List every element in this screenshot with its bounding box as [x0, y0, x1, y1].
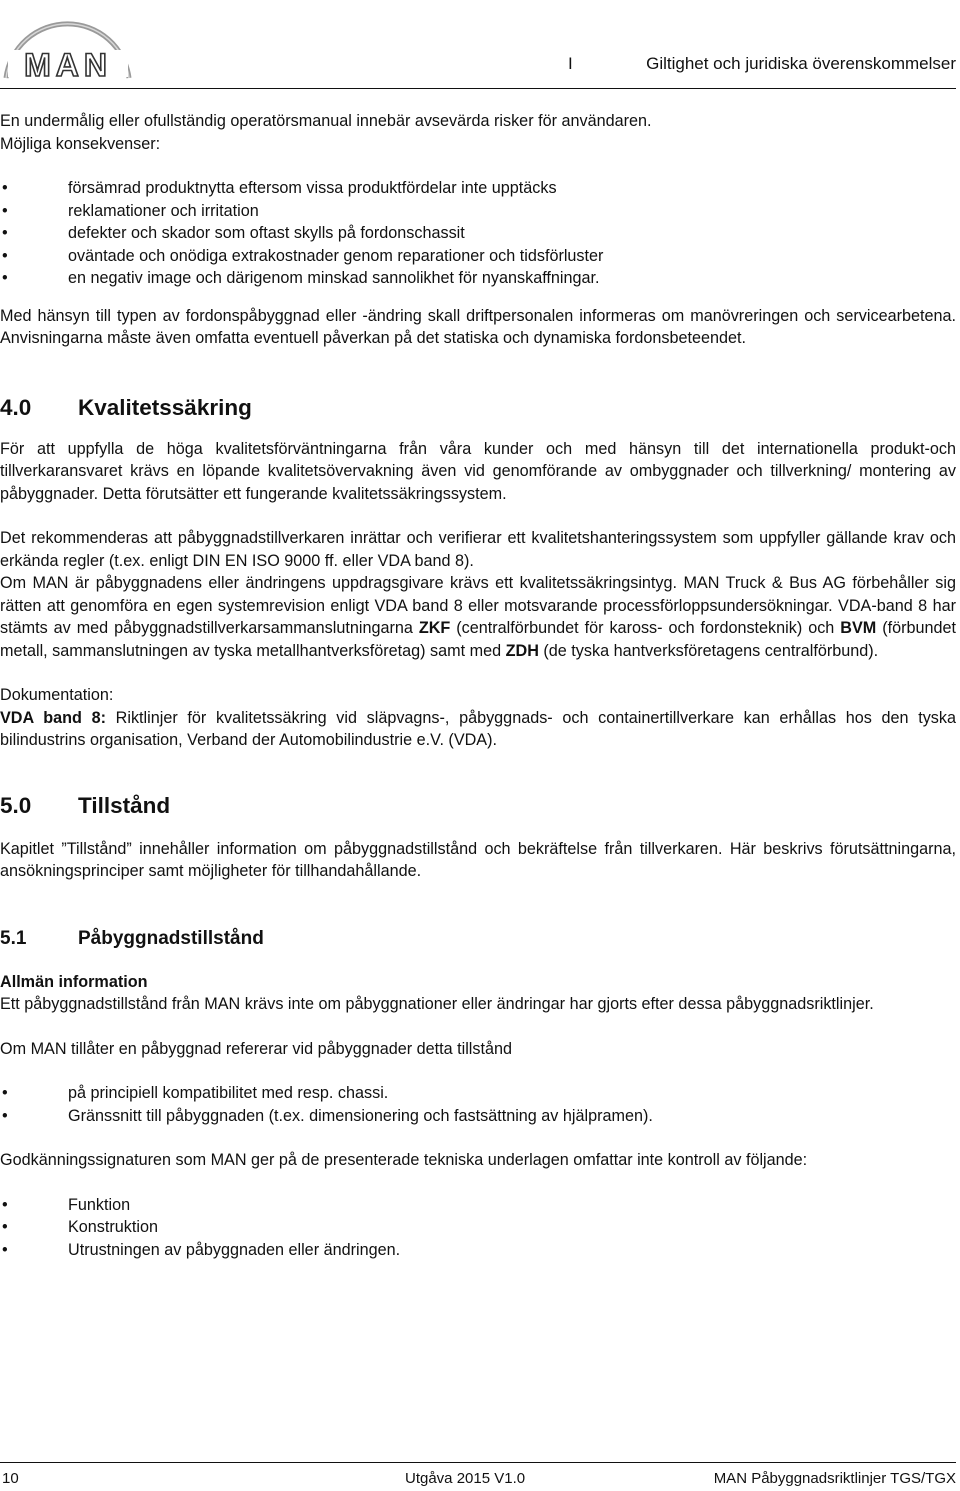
- approval-list: [0, 1082, 956, 1127]
- intro-paragraph: Med hänsyn till typen av fordonspåbyggnad eller -ändring skall driftpersonalen informeras om manövreringen och servicearbetena. Anvisningarna måste även omfatta eventuell påverkan på det statiska och dynamiska fordonsbeteendet.: [0, 306, 956, 347]
- section-4-heading: [0, 394, 956, 422]
- list-item: • Funktion: [0, 1194, 956, 1217]
- permission-paragraph: Kapitlet ”Tillstånd” innehåller information om påbyggnadstillstånd och bekräftelse från tillverkaren. Här beskrivs förutsättningarna, ansökningsprinciper samt möjligheter för tillhandahållande.: [0, 839, 956, 880]
- list-item: • defekter och skador som oftast skylls på fordonschassit: [0, 222, 956, 245]
- signature-paragraph: Godkänningssignaturen som MAN ger på de presenterade tekniska underlagen omfattar inte kontroll av följande:: [0, 1151, 808, 1169]
- section-number: 4.0: [0, 394, 32, 420]
- header-title: Giltighet och juridiska överenskommelser: [646, 54, 956, 73]
- intro-line-1: En undermålig eller ofullständig operatörsmanual innebär avsevärda risker för användaren.: [0, 112, 652, 130]
- intro-line-2: Möjliga konsekvenser:: [0, 134, 161, 153]
- document-title: MAN Påbyggnadsriktlinjer TGS/TGX: [713, 1470, 956, 1487]
- list-item: • en negativ image och därigenom minskad sannolikhet för nyanskaffningar.: [0, 267, 956, 290]
- bvm-term: BVM: [840, 619, 877, 637]
- logo-text: MAN: [24, 47, 112, 83]
- consequences-list: [0, 177, 956, 290]
- list-item: • reklamationer och irritation: [0, 200, 956, 223]
- list-item: • Utrustningen av påbyggnaden eller ändringen.: [0, 1239, 956, 1262]
- general-info-paragraph: Ett påbyggnadstillstånd från MAN krävs inte om påbyggnationer eller ändringar har gjorts efter dessa påbyggnadsriktlinjer.: [0, 995, 874, 1013]
- header-rule: [0, 88, 956, 89]
- list-item: • oväntade och onödiga extrakostnader genom reparationer och tidsförluster: [0, 245, 956, 268]
- header-separator: I: [568, 54, 573, 73]
- footer-rule: [0, 1462, 956, 1463]
- page-content: [0, 110, 956, 1261]
- man-logo: [0, 0, 135, 84]
- page-number: 10: [2, 1470, 19, 1487]
- vda-label: VDA band 8:: [0, 708, 106, 727]
- section-5-heading: [0, 792, 956, 820]
- list-item: • försämrad produktnytta eftersom vissa produktfördelar inte upptäcks: [0, 177, 956, 200]
- zkf-term: ZKF: [418, 619, 451, 637]
- quality-paragraph-3: Om MAN är påbyggnadens eller ändringens uppdragsgivare krävs ett kvalitetssäkringsintyg. MAN Truck & Bus AG förbehåller sig rätten att genomföra en egen systemrevision enligt VDA band 8 eller motsvarande processförloppsundersökningar. VDA-band 8 har stämts av med påbyggnadstillverkarsammanslutningarna ZKF (centralförbundet för kaross- och fordonsteknik) och BVM (förbundet metall, sammanslutningen av tyska metallhantverksföretag) samt med ZDH (de tyska hantverksföretagens centralförbund).: [0, 574, 957, 660]
- quality-paragraph-1: För att uppfylla de höga kvalitetsförväntningarna från våra kunder och med hänsyn till det internationella produkt-och tillverkaransvaret krävs en löpande kvalitetsövervakning även vid genomförande av ombyggnader och tillverkning/ montering av påbyggnader. Detta förutsätter ett fungerande kvalitetssäkringssystem.: [0, 439, 956, 503]
- zdh-term: ZDH: [505, 641, 539, 660]
- exclusion-list: [0, 1194, 956, 1262]
- section-title: Tillstånd: [78, 792, 171, 818]
- general-info-subheading: Allmän information: [0, 972, 148, 991]
- vda-paragraph: VDA band 8: Riktlinjer för kvalitetssäkring vid släpvagns-, påbyggnads- och containertillverkare kan erhållas hos den tyska bilindustrins organisation, Verband der Automobilindustrie e.V. (VDA).: [0, 708, 956, 749]
- quality-paragraph-2: Det rekommenderas att påbyggnadstillverkaren inrättar och verifierar ett kvalitetshanteringssystem som uppfyller gällande krav och erkända regler (t.ex. enligt DIN EN ISO 9000 ff. eller VDA band 8).: [0, 529, 956, 570]
- section-number: 5.0: [0, 792, 32, 818]
- section-number: 5.1: [0, 927, 27, 949]
- section-title: Kvalitetssäkring: [78, 394, 252, 420]
- section-5-1-heading: [0, 927, 956, 951]
- section-title: Påbyggnadstillstånd: [78, 927, 264, 949]
- list-item: • Konstruktion: [0, 1216, 956, 1239]
- list-item: • Gränssnitt till påbyggnaden (t.ex. dimensionering och fastsättning av hjälpramen).: [0, 1105, 956, 1128]
- list-item: • på principiell kompatibilitet med resp. chassi.: [0, 1082, 956, 1105]
- documentation-label: Dokumentation:: [0, 686, 114, 704]
- approval-paragraph: Om MAN tillåter en påbyggnad refererar vid påbyggnader detta tillstånd: [0, 1039, 512, 1058]
- edition-label: Utgåva 2015 V1.0: [405, 1470, 526, 1487]
